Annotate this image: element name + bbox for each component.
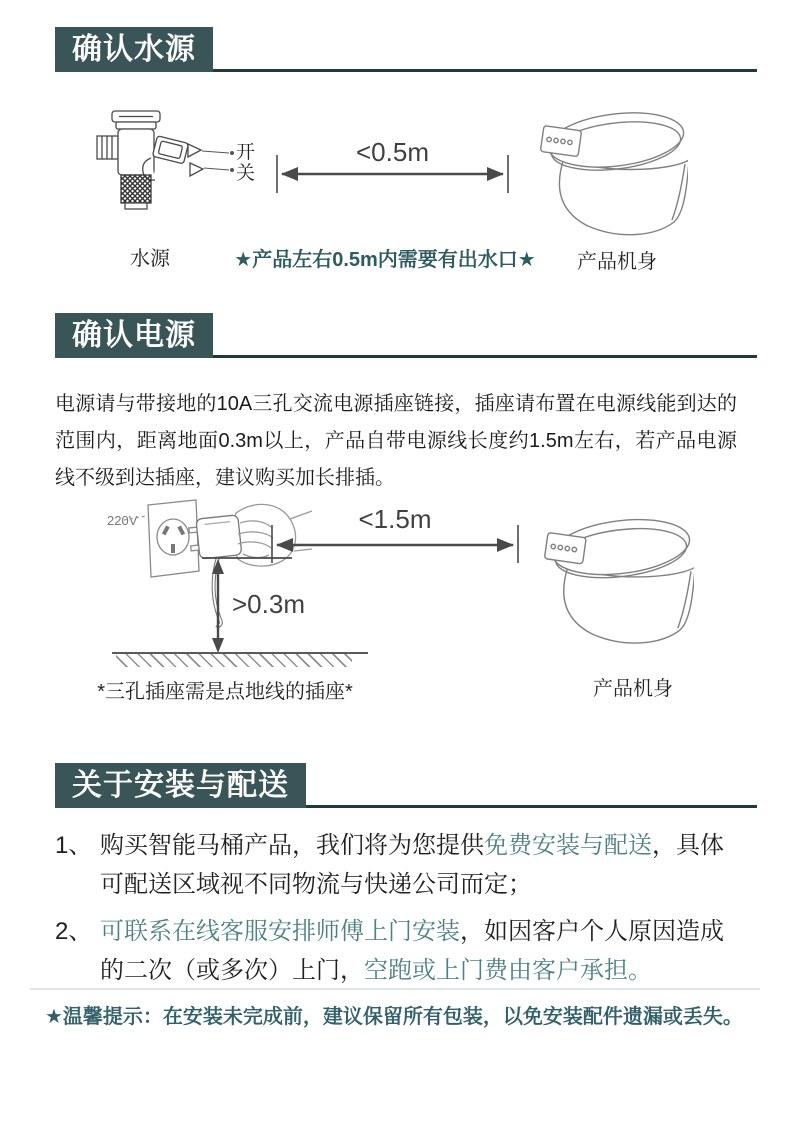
tip-divider-line [30,988,760,990]
toilet-icon [538,100,688,245]
list-number: 2、 [55,918,93,945]
toilet-caption-power: 产品机身 [593,678,673,700]
item2-highlight-b: 空跑或上门费由客户承担。 [364,957,652,984]
install-list-item-1 [55,826,745,904]
list-text [100,826,732,904]
switch-on-label: 开 [236,142,256,163]
power-requirements-paragraph: 电源请与带接地的10A三孔交流电源插座链接，插座请布置在电源线能到达的范围内，距离地面0.3m以上，产品自带电源线长度约1.5m左右，若产品电源线不级到达插座，建议购买加长排插。 [55,393,737,489]
item2-highlight-a: 可联系在线客服安排师傅上门安装 [100,918,460,945]
warm-tip-note: ★温馨提示：在安装未完成前，建议保留所有包装，以免安装配件遗漏或丢失。 [45,1006,743,1028]
water-outlet-note: ★产品左右0.5m内需要有出水口★ [234,249,536,271]
valve-caption: 水源 [130,248,170,270]
item1-text-pre: 购买智能马桶产品，我们将为您提供 [100,832,484,859]
ground-hatch [116,654,352,667]
section-title-power: 确认电源 [55,313,213,358]
valve-switch-labels [236,142,255,184]
water-distance-label: <0.5m [356,137,429,167]
toilet-icon [542,506,694,654]
section-title-install: 关于安装与配送 [55,763,306,808]
horizontal-arrow-water [270,148,515,198]
item1-highlight: 免费安装与配送 [484,832,652,859]
voltage-label: 220V [107,513,138,528]
height-distance-label: >0.3m [232,589,305,619]
item1-text-post: ，具体可配送区域视不同物流与快递公司而定； [100,832,724,898]
list-number: 1、 [55,832,93,859]
toilet-caption-water: 产品机身 [577,251,657,273]
install-list-item-2 [55,912,745,990]
section-title-water: 确认水源 [55,27,213,72]
list-text [100,912,732,990]
socket-grounding-note: *三孔插座需是点地线的插座* [97,681,353,703]
item2-text-mid: ，如因客户个人原因造成的二次（或多次）上门， [100,918,724,984]
water-valve-icon [95,106,245,241]
power-distance-label: <1.5m [358,504,432,534]
ground-line [112,652,368,667]
switch-off-label: 关 [236,163,256,184]
